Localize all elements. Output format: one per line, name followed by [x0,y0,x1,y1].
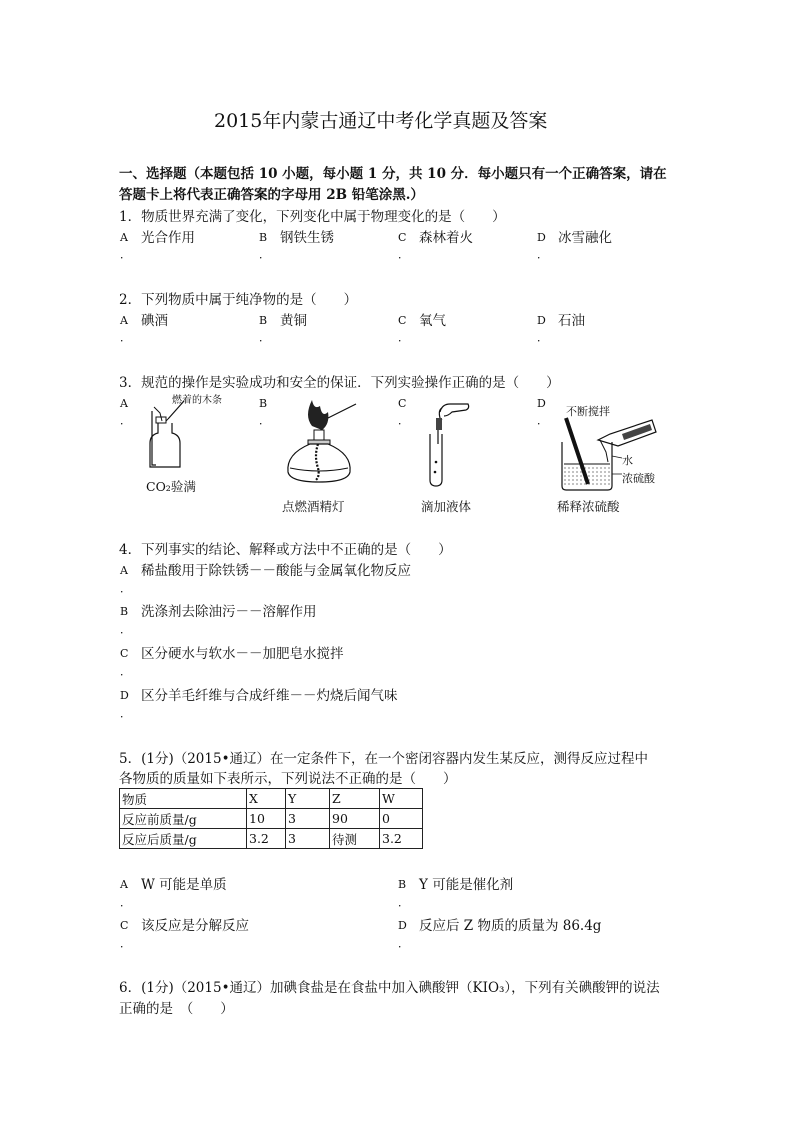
q1-option-a-dot: ． [120,248,131,261]
q5-stem-line2: 各物质的质量如下表所示，下列说法不正确的是（ ） [119,771,457,787]
table-cell: 3.2 [380,829,423,849]
q5-option-a-dot: ． [120,896,131,909]
q4-option-c-dot: ． [120,665,131,678]
q3-option-d-dot: ． [537,414,548,427]
table-row [120,829,423,849]
q5-option-b-letter: B [398,878,407,891]
q1-option-b-dot: ． [259,248,270,261]
q4-stem: 4．下列事实的结论、解释或方法中不正确的是（ ） [119,542,452,558]
q4-option-d-text: 区分羊毛纤维与合成纤维－－灼烧后闻气味 [141,688,398,704]
table-cell: 3.2 [247,829,286,849]
q2-option-c-text: 氧气 [419,313,446,329]
table-cell: 10 [247,809,286,829]
table-cell: 反应后质量/g [120,829,247,849]
q4-option-a-letter: A [120,564,128,577]
table-cell: 反应前质量/g [120,809,247,829]
q4-option-c-text: 区分硬水与软水－－加肥皂水搅拌 [141,646,344,662]
table-cell: 物质 [120,789,247,809]
q2-option-d-letter: D [537,314,546,327]
q1-option-d-text: 冰雪融化 [558,230,612,246]
table-cell: X [247,789,286,809]
q3-a-splint-label: 燃着的木条 [172,395,222,406]
table-header-row [120,789,423,809]
table-cell: W [380,789,423,809]
q6-stem-line2: 正确的是 （ ） [119,1001,234,1017]
q3-option-b-letter: B [259,397,268,410]
table-cell: 90 [330,809,380,829]
q5-option-c-letter: C [120,919,129,932]
section-header-line2: 答题卡上将代表正确答案的字母用 2B 铅笔涂黑.） [119,187,424,203]
q4-option-a-text: 稀盐酸用于除铁锈－－酸能与金属氧化物反应 [141,563,411,579]
page-title: 2015年内蒙古通辽中考化学真题及答案 [214,110,548,132]
q2-option-a-dot: ． [120,331,131,344]
q5-option-d-dot: ． [398,937,409,950]
q5-stem-line1: 5．(1分)（2015•通辽）在一定条件下，在一个密闭容器内发生某反应，测得反应过程中 [119,751,649,767]
q3-c-caption: 滴加液体 [421,499,472,514]
q6-stem-line1: 6．(1分)（2015•通辽）加碘食盐是在食盐中加入碘酸钾（KIO₃），下列有关碘酸钾的说法 [119,980,660,996]
q3-stem: 3．规范的操作是实验成功和安全的保证．下列实验操作正确的是（ ） [119,375,560,391]
q5-option-c-text: 该反应是分解反应 [141,918,249,934]
q3-option-d-letter: D [537,397,546,410]
q4-option-a-dot: ． [120,582,131,595]
q1-option-b-letter: B [259,231,268,244]
q1-option-a-text: 光合作用 [141,230,195,246]
q5-option-b-text: Y 可能是催化剂 [419,877,514,893]
co2-test-bottle-figure [138,395,198,475]
q1-stem: 1．物质世界充满了变化，下列变化中属于物理变化的是（ ） [119,209,506,225]
q5-option-a-text: W 可能是单质 [141,877,227,893]
q5-option-d-text: 反应后 Z 物质的质量为 86.4g [419,918,602,934]
q4-option-d-dot: ． [120,707,131,720]
q3-option-c-letter: C [398,397,407,410]
q2-stem: 2．下列物质中属于纯净物的是（ ） [119,292,358,308]
q3-option-b-dot: ． [259,414,270,427]
q4-option-b-letter: B [120,605,129,618]
q3-option-a-letter: A [120,397,128,410]
q2-option-c-letter: C [398,314,407,327]
q3-option-c-dot: ． [398,414,409,427]
q3-a-caption: CO₂验满 [146,479,196,494]
q1-option-d-letter: D [537,231,546,244]
dilute-acid-figure [552,414,662,494]
q2-option-b-dot: ． [259,331,270,344]
table-cell: Y [286,789,330,809]
q4-option-d-letter: D [120,689,129,702]
table-cell: 0 [380,809,423,829]
q1-option-c-letter: C [398,231,407,244]
q3-d-acid-label: 浓硫酸 [622,472,655,485]
q5-option-d-letter: D [398,919,407,932]
alcohol-lamp-figure [282,396,358,488]
q1-option-b-text: 钢铁生锈 [280,230,334,246]
section-header-line1: 一、选择题（本题包括 10 小题，每小题 1 分，共 10 分．每小题只有一个正确答案，请在 [119,166,667,182]
q3-d-caption: 稀释浓硫酸 [557,499,620,514]
table-row [120,809,423,829]
q4-option-b-dot: ． [120,623,131,636]
q3-b-caption: 点燃酒精灯 [282,499,345,514]
q3-option-a-dot: ． [120,414,131,427]
table-cell: 3 [286,809,330,829]
q2-option-a-letter: A [120,314,128,327]
table-cell: Z [330,789,380,809]
q4-option-c-letter: C [120,647,129,660]
q1-option-c-dot: ． [398,248,409,261]
q1-option-c-text: 森林着火 [419,230,473,246]
q2-option-d-text: 石油 [558,313,585,329]
q2-option-b-letter: B [259,314,268,327]
q2-option-a-text: 碘酒 [141,313,168,329]
q2-option-d-dot: ． [537,331,548,344]
q3-d-water-label: 水 [622,454,633,467]
table-cell: 待测 [330,829,380,849]
q4-option-b-text: 洗涤剂去除油污－－溶解作用 [141,604,317,620]
q3-d-stir-label: 不断搅拌 [566,405,610,418]
q5-mass-table [119,788,423,849]
q2-option-c-dot: ． [398,331,409,344]
q1-option-d-dot: ． [537,248,548,261]
q2-option-b-text: 黄铜 [280,313,307,329]
q5-option-c-dot: ． [120,937,131,950]
q1-option-a-letter: A [120,231,128,244]
dropper-test-tube-figure [418,398,478,488]
q5-option-a-letter: A [120,878,128,891]
table-cell: 3 [286,829,330,849]
q5-option-b-dot: ． [398,896,409,909]
